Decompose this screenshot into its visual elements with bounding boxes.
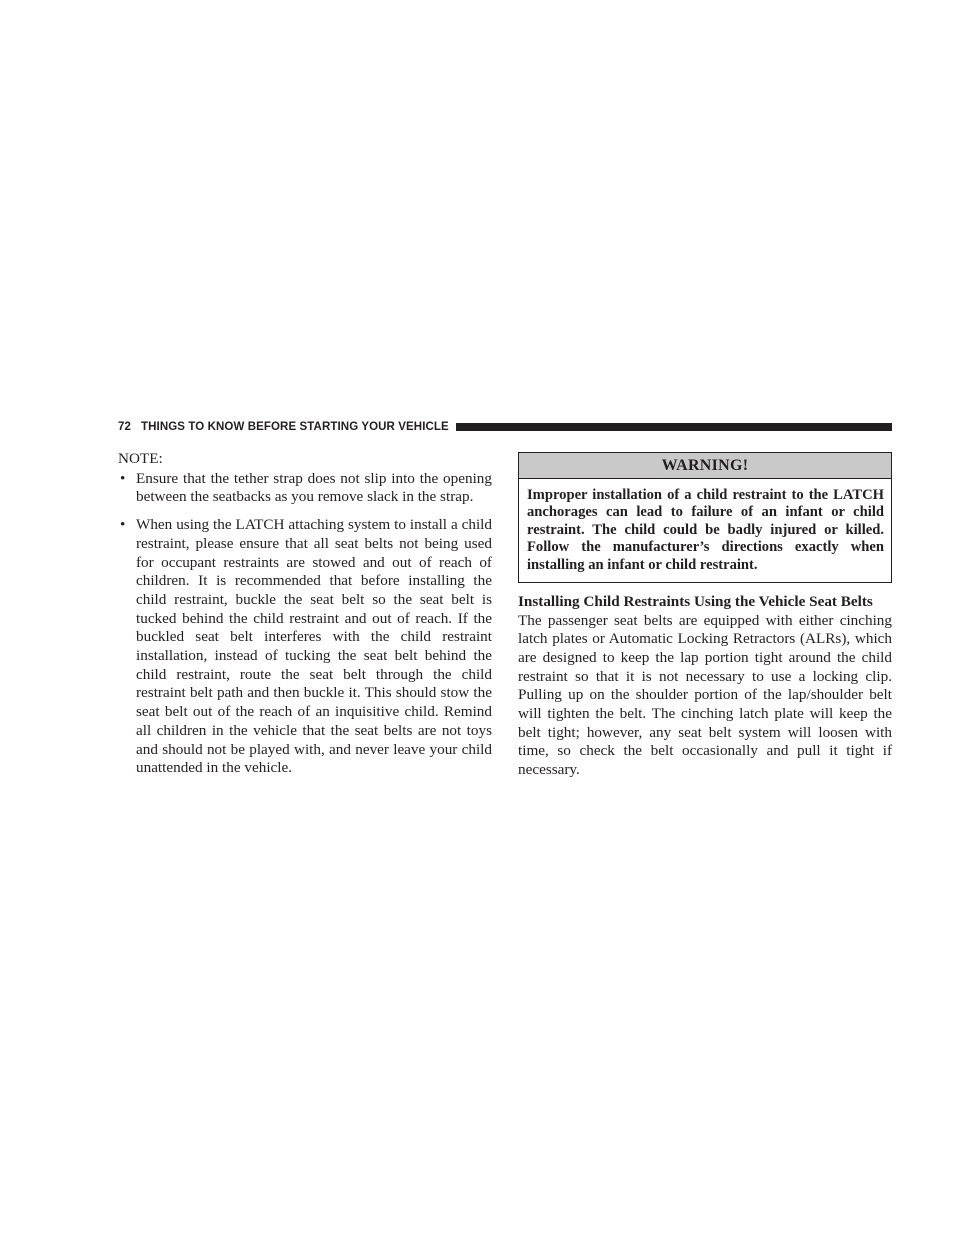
section-subheading: Installing Child Restraints Using the Vehicle Seat Belts	[518, 593, 873, 611]
warning-text: Improper installation of a child restraint to the LATCH anchorages can lead to failure of an infant or child restraint. The child could be badly injured or killed. Follow the manufacturer’s directions exactly when installing an infant or child restraint.	[527, 487, 884, 573]
right-column	[518, 452, 892, 780]
note-bullet-list	[118, 470, 492, 778]
body-paragraph: The passenger seat belts are equipped with either cinching latch plates or Automatic Locking Retractors (ALRs), which are designed to keep the lap portion tight around the child restraint so that it is not necessary to use a locking clip. Pulling up on the shoulder portion of the lap/shoulder belt will tighten the belt. The cinching latch plate will keep the belt tight; however, any seat belt system will loosen with time, so check the belt occasionally and pull it tight if necessary.	[518, 611, 892, 779]
list-item	[118, 470, 492, 507]
page-number: 72	[118, 421, 131, 433]
note-label: NOTE:	[118, 450, 163, 467]
bullet-icon: •	[120, 469, 126, 487]
bullet-icon: •	[120, 516, 126, 534]
warning-box	[518, 452, 892, 583]
list-item-text: Ensure that the tether strap does not slip into the opening between the seatbacks as you remove slack in the strap.	[136, 469, 492, 506]
warning-title: WARNING!	[519, 453, 891, 479]
left-column	[118, 450, 492, 787]
list-item	[118, 516, 492, 778]
section-title: THINGS TO KNOW BEFORE STARTING YOUR VEHICLE	[141, 421, 449, 433]
page-header	[118, 419, 892, 435]
header-rule	[456, 423, 892, 431]
list-item-text: When using the LATCH attaching system to install a child restraint, please ensure that all seat belts not being used for occupant restraints are stowed and out of reach of children. It is recommended that before installing the child restraint, buckle the seat belt so the seat belt is tucked behind the child restraint and out of reach. If the buckled seat belt interferes with the child restraint installation, instead of tucking the seat belt behind the child restraint, route the seat belt through the child restraint belt path and then buckle it. This should stow the seat belt out of the reach of an inquisitive child. Remind all children in the vehicle that the seat belts are not toys and should not be played with, and never leave your child unattended in the vehicle.	[136, 516, 492, 777]
